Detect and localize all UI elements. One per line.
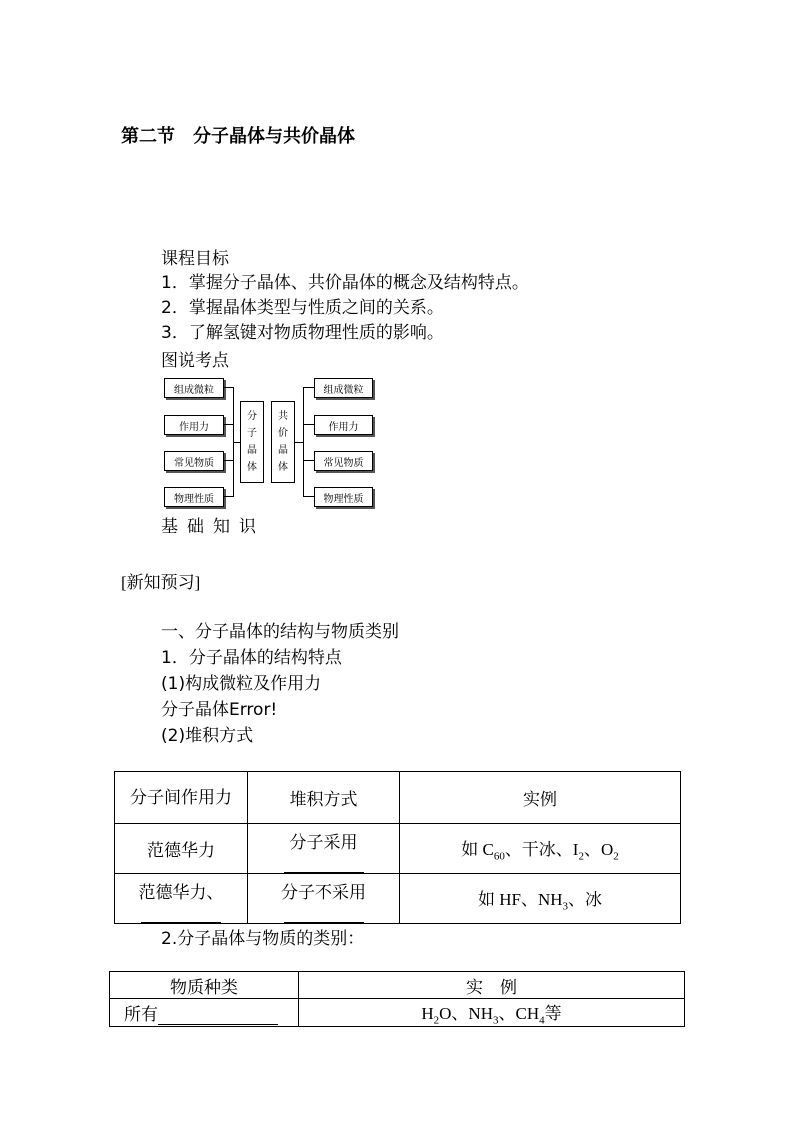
basic-knowledge-heading: 基础知识 (161, 517, 265, 537)
substance-class-table (109, 971, 685, 1027)
goal-item-3: 3．了解氢键对物质物理性质的影响。 (161, 323, 444, 343)
table2-cell-example: $H_2O$、$NH_3$、$CH_4$等 (299, 999, 685, 1027)
fill-blank[interactable] (284, 854, 364, 873)
table2-cell-kind: 所有 (110, 999, 299, 1027)
right-box-properties: 物理性质 (314, 487, 373, 507)
table1-cell-force: 范德华力 (115, 824, 248, 874)
table-row (115, 874, 681, 924)
center-box-covalent-crystal: 共 价 晶 体 (271, 401, 295, 483)
table1-cell-force: 范德华力、 (115, 874, 248, 924)
goal-item-1: 1．掌握分子晶体、共价晶体的概念及结构特点。 (161, 273, 529, 293)
table1-header-force: 分子间作用力 (115, 772, 248, 824)
left-box-substances: 常见物质 (164, 451, 224, 471)
table1-cell-packing: 分子不采用 (248, 874, 400, 924)
left-box-properties: 物理性质 (164, 487, 224, 507)
left-box-force: 作用力 (164, 415, 224, 435)
part1-heading: 一、分子晶体的结构与物质类别 (161, 622, 399, 642)
center-box-molecular-crystal: 分 子 晶 体 (240, 401, 264, 483)
part2-heading: 2.分子晶体与物质的类别： (161, 929, 365, 949)
page-title: 第二节 分子晶体与共价晶体 (121, 126, 355, 147)
table1-header-example: 实例 (400, 772, 681, 824)
right-box-components: 组成微粒 (314, 378, 373, 398)
packing-table (114, 771, 681, 924)
preview-label: [新知预习] (121, 573, 201, 592)
part1-sub1b: (2)堆积方式 (161, 726, 254, 746)
diagram-heading: 图说考点 (161, 351, 229, 371)
table2-header-example: 实 例 (299, 972, 685, 999)
fill-blank[interactable] (158, 1006, 278, 1025)
right-box-force: 作用力 (314, 415, 373, 435)
table1-cell-example: 如 $C_{60}$、干冰、$I_2$、$O_2$ (400, 824, 681, 874)
table1-header-packing: 堆积方式 (248, 772, 400, 824)
part1-sub1: 1．分子晶体的结构特点 (161, 648, 342, 668)
error-line: 分子晶体Error! (161, 700, 278, 720)
left-box-components: 组成微粒 (164, 378, 224, 398)
table-row (110, 999, 685, 1027)
table-row (115, 824, 681, 874)
table1-cell-packing: 分子采用 (248, 824, 400, 874)
fill-blank[interactable] (284, 904, 364, 923)
right-box-substances: 常见物质 (314, 451, 373, 471)
fill-blank[interactable] (141, 904, 221, 923)
goals-heading: 课程目标 (161, 249, 229, 269)
goal-item-2: 2．掌握晶体类型与性质之间的关系。 (161, 298, 444, 318)
table2-header-kind: 物质种类 (110, 972, 299, 999)
table1-cell-example: 如 HF、$NH_3$、冰 (400, 874, 681, 924)
part1-sub1a: (1)构成微粒及作用力 (161, 674, 322, 694)
